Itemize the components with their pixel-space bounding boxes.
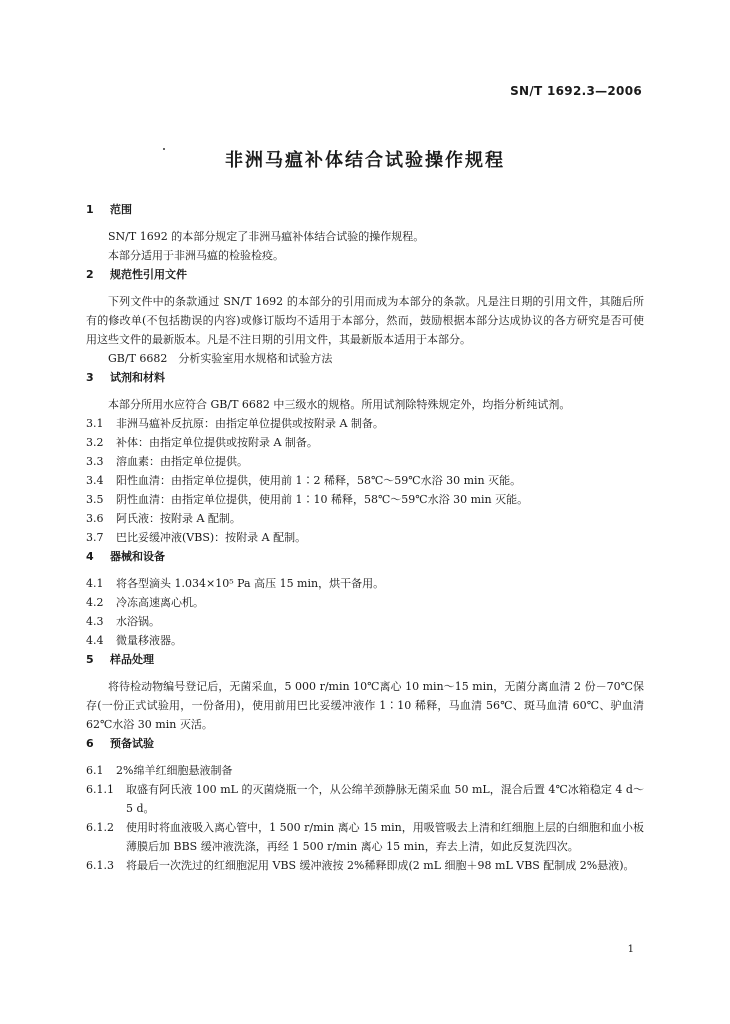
section-title: 器械和设备: [110, 550, 165, 563]
section-title: 范围: [110, 203, 132, 216]
section-equipment: [86, 547, 644, 650]
section-heading: [86, 650, 644, 669]
section-title: 样品处理: [110, 653, 154, 666]
list-item: [86, 574, 644, 593]
section-number: 6: [86, 737, 94, 750]
list-item: [86, 780, 644, 818]
section-title: 试剂和材料: [110, 371, 165, 384]
section-reagents: [86, 368, 644, 547]
paragraph: 本部分所用水应符合 GB/T 6682 中三级水的规格。所用试剂除特殊规定外，均指分析纯试剂。: [108, 398, 571, 411]
item-text: 将各型滴头 1.034×10⁵ Pa 高压 15 min，烘干备用。: [116, 577, 385, 590]
item-number: 3.2: [86, 436, 104, 449]
paragraph: SN/T 1692 的本部分规定了非洲马瘟补体结合试验的操作规程。: [108, 230, 425, 243]
section-number: 2: [86, 268, 94, 281]
paragraph: 将待检动物编号登记后，无菌采血，5 000 r/min 10℃离心 10 min～15 min，无菌分离血清 2 份－70℃保存(一份正式试验用，一份备用)，使用前用巴比妥缓冲液作 1∶10 稀释，马血清 56℃、斑马血清 60℃、驴血清 62℃水浴 30 min 灭活。: [86, 680, 644, 731]
item-number: 3.7: [86, 531, 104, 544]
item-text: 2%绵羊红细胞悬液制备: [116, 764, 233, 777]
item-number: 3.4: [86, 474, 104, 487]
section-normative-references: [86, 265, 644, 368]
item-text: 冷冻高速离心机。: [116, 596, 204, 609]
item-text: 使用时将血液吸入离心管中，1 500 r/min 离心 15 min，用吸管吸去上清和红细胞上层的白细胞和血小板薄膜后加 BBS 缓冲液洗涤，再经 1 500 r/min 离心 15 min，弃去上清，如此反复洗四次。: [126, 821, 644, 853]
item-number: 4.2: [86, 596, 104, 609]
item-text: 取盛有阿氏液 100 mL 的灭菌烧瓶一个，从公绵羊颈静脉无菌采血 50 mL，混合后置 4℃冰箱稳定 4 d～5 d。: [126, 783, 644, 815]
section-heading: [86, 547, 644, 566]
section-title: 预备试验: [110, 737, 154, 750]
section-number: 4: [86, 550, 94, 563]
item-number: 3.5: [86, 493, 104, 506]
item-text: 将最后一次洗过的红细胞泥用 VBS 缓冲液按 2%稀释即成(2 mL 细胞＋98 mL VBS 配制成 2%悬液)。: [126, 859, 635, 872]
reference-entry: GB/T 6682 分析实验室用水规格和试验方法: [108, 352, 333, 365]
paragraph: 本部分适用于非洲马瘟的检验检疫。: [108, 249, 284, 262]
list-item: [86, 471, 644, 490]
item-number: 4.3: [86, 615, 104, 628]
list-item: [86, 509, 644, 528]
item-text: 阳性血清：由指定单位提供，使用前 1∶2 稀释，58℃～59℃水浴 30 min 灭能。: [116, 474, 522, 487]
section-scope: [86, 200, 644, 265]
item-text: 非洲马瘟补反抗原：由指定单位提供或按附录 A 制备。: [116, 417, 384, 430]
item-text: 巴比妥缓冲液(VBS)：按附录 A 配制。: [116, 531, 307, 544]
section-number: 5: [86, 653, 94, 666]
section-sample-processing: [86, 650, 644, 734]
list-item: [86, 612, 644, 631]
section-preliminary-test: [86, 734, 644, 875]
item-number: 6.1.1: [86, 783, 114, 796]
list-item: [86, 631, 644, 650]
section-title: 规范性引用文件: [110, 268, 187, 281]
item-number: 3.1: [86, 417, 104, 430]
section-heading: [86, 734, 644, 753]
item-text: 水浴锅。: [116, 615, 160, 628]
list-item: [86, 593, 644, 612]
item-number: 3.6: [86, 512, 104, 525]
page-number: 1: [627, 944, 634, 955]
item-number: 3.3: [86, 455, 104, 468]
item-text: 微量移液器。: [116, 634, 182, 647]
document-body: [86, 200, 644, 875]
section-heading: [86, 200, 644, 219]
list-item: [86, 761, 644, 780]
list-item: [86, 818, 644, 856]
standard-number: SN/T 1692.3—2006: [510, 84, 642, 98]
section-heading: [86, 265, 644, 284]
list-item: [86, 528, 644, 547]
section-number: 3: [86, 371, 94, 384]
list-item: [86, 433, 644, 452]
item-text: 溶血素：由指定单位提供。: [116, 455, 248, 468]
item-number: 4.1: [86, 577, 104, 590]
section-number: 1: [86, 203, 94, 216]
item-text: 阿氏液：按附录 A 配制。: [116, 512, 241, 525]
list-item: [86, 856, 644, 875]
item-number: 6.1.3: [86, 859, 114, 872]
paragraph: 下列文件中的条款通过 SN/T 1692 的本部分的引用而成为本部分的条款。凡是注日期的引用文件，其随后所有的修改单(不包括勘误的内容)或修订版均不适用于本部分，然而，鼓励根据本部分达成协议的各方研究是否可使用这些文件的最新版本。凡是不注日期的引用文件，其最新版本适用于本部分。: [86, 295, 644, 346]
item-number: 6.1: [86, 764, 104, 777]
item-text: 补体：由指定单位提供或按附录 A 制备。: [116, 436, 318, 449]
section-heading: [86, 368, 644, 387]
list-item: [86, 452, 644, 471]
item-number: 6.1.2: [86, 821, 114, 834]
item-number: 4.4: [86, 634, 104, 647]
list-item: [86, 414, 644, 433]
list-item: [86, 490, 644, 509]
item-text: 阴性血清：由指定单位提供，使用前 1∶10 稀释，58℃～59℃水浴 30 min 灭能。: [116, 493, 529, 506]
document-title: 非洲马瘟补体结合试验操作规程: [225, 150, 505, 171]
